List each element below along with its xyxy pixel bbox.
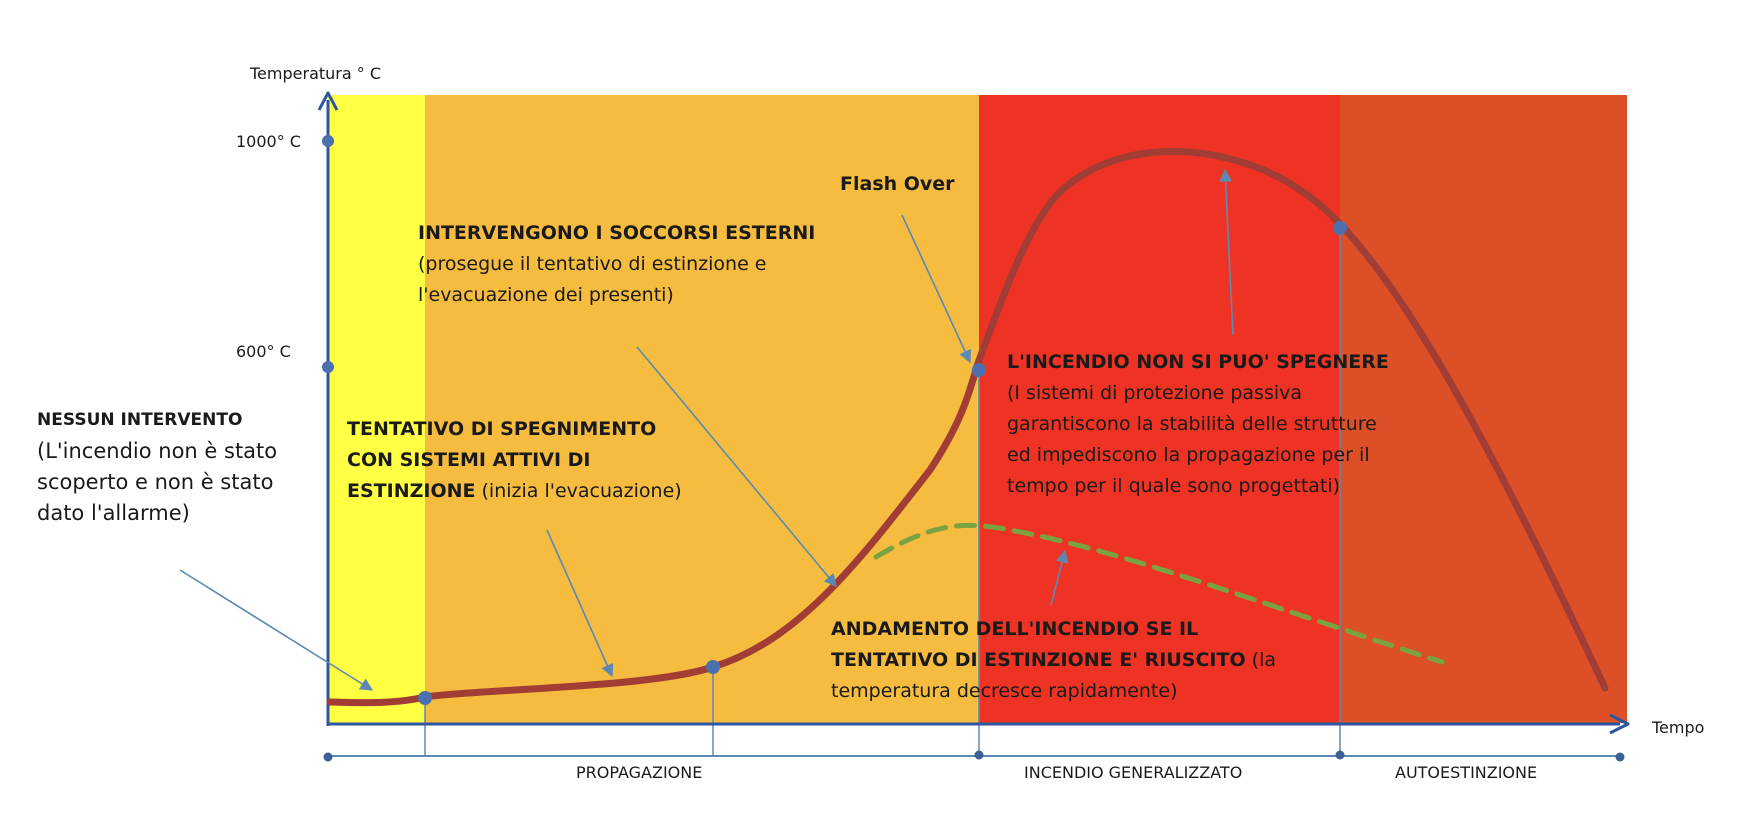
- phase-label-autoestinzione: AUTOESTINZIONE: [1395, 763, 1538, 782]
- curve-point-peak-decline: [1333, 221, 1347, 235]
- phase-bar-dot-autoextinction: [1336, 751, 1345, 760]
- phase-bar-dot-end: [1616, 753, 1625, 762]
- annotation-soccorsi-line-2: l'evacuazione dei presenti): [418, 284, 674, 306]
- annotation-tentativo-line-3-rest: (inizia l'evacuazione): [475, 480, 682, 502]
- annotation-non-spegnere: [1007, 347, 1389, 502]
- annotation-tentativo-line-2: CON SISTEMI ATTIVI DI: [347, 449, 591, 471]
- annotation-andamento-line-2-rest: (la: [1245, 649, 1276, 671]
- phase-bar-dot-flashover: [975, 751, 984, 760]
- annotation-andamento: [831, 614, 1276, 707]
- phase-bar-dot-start: [324, 753, 333, 762]
- annotation-flash-over: Flash Over: [840, 173, 955, 195]
- annotation-tentativo-line-1: TENTATIVO DI SPEGNIMENTO: [347, 418, 657, 440]
- x-axis-label: Tempo: [1652, 718, 1705, 737]
- y-tick-label-600: 600° C: [236, 342, 291, 361]
- curve-point-propagation: [706, 660, 720, 674]
- annotation-non-spegnere-line-2: garantiscono la stabilità delle strutture: [1007, 413, 1377, 435]
- annotation-non-spegnere-line-3: ed impediscono la propagazione per il: [1007, 444, 1370, 466]
- y-axis-label: Temperatura ° C: [250, 64, 382, 83]
- annotation-non-spegnere-title: L'INCENDIO NON SI PUO' SPEGNERE: [1007, 351, 1389, 373]
- phase-label-propagazione: PROPAGAZIONE: [576, 763, 703, 782]
- annotation-andamento-line-1: ANDAMENTO DELL'INCENDIO SE IL: [831, 618, 1199, 640]
- annotation-non-spegnere-line-1: (I sistemi di protezione passiva: [1007, 382, 1303, 404]
- annotation-andamento-line-3: temperatura decresce rapidamente): [831, 680, 1178, 702]
- zone-no-intervention: [328, 95, 425, 723]
- annotation-nessun-intervento-line-3: dato l'allarme): [37, 501, 190, 525]
- annotation-andamento-line-2-bold: TENTATIVO DI ESTINZIONE E' RIUSCITO: [831, 649, 1246, 671]
- curve-point-start-propagation: [418, 691, 432, 705]
- annotation-nessun-intervento: [37, 405, 277, 529]
- y-tick-dot-600: [322, 361, 334, 373]
- phase-label-incendio-generalizzato: INCENDIO GENERALIZZATO: [1024, 763, 1243, 782]
- annotation-soccorsi-line-1: (prosegue il tentativo di estinzione e: [418, 253, 767, 275]
- annotation-soccorsi-title: INTERVENGONO I SOCCORSI ESTERNI: [418, 222, 816, 244]
- annotation-nessun-intervento-line-1: (L'incendio non è stato: [37, 439, 278, 463]
- annotation-tentativo-line-3-bold: ESTINZIONE: [347, 480, 476, 502]
- annotation-soccorsi: [418, 218, 815, 311]
- annotation-non-spegnere-line-4: tempo per il quale sono progettati): [1007, 475, 1341, 497]
- annotation-nessun-intervento-title: NESSUN INTERVENTO: [37, 410, 243, 430]
- y-tick-label-1000: 1000° C: [236, 132, 301, 151]
- annotation-nessun-intervento-line-2: scoperto e non è stato: [37, 470, 274, 494]
- curve-point-flashover: [972, 363, 986, 377]
- y-tick-dot-1000: [322, 135, 334, 147]
- annotation-tentativo: [347, 414, 682, 507]
